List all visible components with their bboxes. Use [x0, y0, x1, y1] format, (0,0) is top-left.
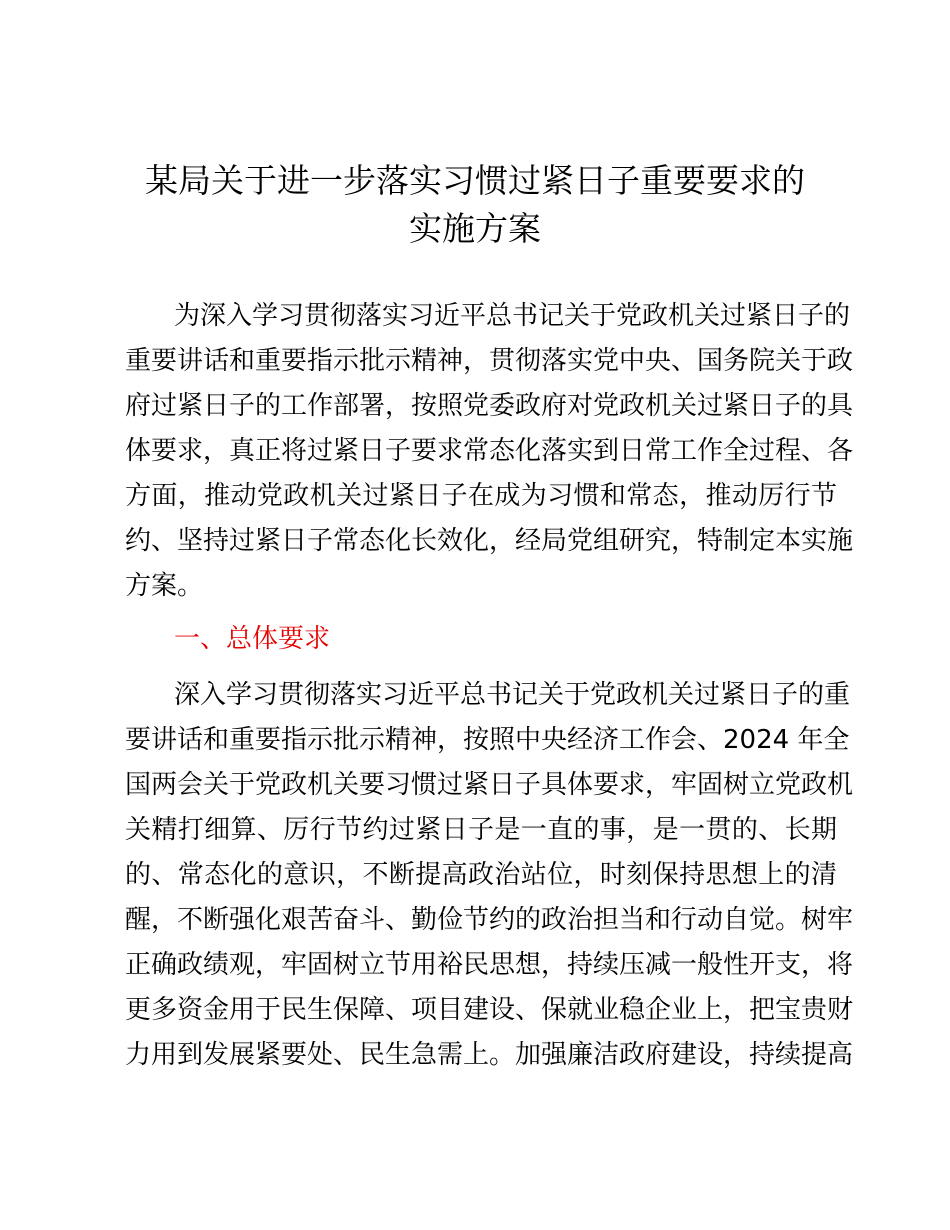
paragraph-line: 更多资金用于民生保障、项目建设、保就业稳企业上，把宝贵财 [125, 995, 854, 1025]
paragraph-line: 国两会关于党政机关要习惯过紧日子具体要求，牢固树立党政机 [125, 770, 854, 800]
document-title-line-1: 某局关于进一步落实习惯过紧日子重要要求的 [145, 161, 805, 200]
paragraph-line: 要讲话和重要指示批示精神，按照中央经济工作会、2024 年全 [125, 725, 850, 755]
paragraph-line: 府过紧日子的工作部署，按照党委政府对党政机关过紧日子的具 [125, 391, 854, 421]
paragraph-line: 约、坚持过紧日子常态化长效化，经局党组研究，特制定本实施 [125, 526, 854, 556]
paragraph-line: 方案。 [125, 571, 204, 601]
section-heading: 一、总体要求 [174, 624, 331, 654]
paragraph-line: 的、常态化的意识，不断提高政治站位，时刻保持思想上的清 [125, 860, 837, 890]
paragraph-line: 正确政绩观，牢固树立节用裕民思想，持续压减一般性开支，将 [125, 950, 854, 980]
document-title-line-2: 实施方案 [409, 209, 541, 248]
paragraph-line: 关精打细算、厉行节约过紧日子是一直的事，是一贯的、长期 [125, 815, 837, 845]
paragraph-line: 醒，不断强化艰苦奋斗、勤俭节约的政治担当和行动自觉。树牢 [125, 905, 854, 935]
paragraph-line: 体要求，真正将过紧日子要求常态化落实到日常工作全过程、各 [125, 436, 854, 466]
paragraph-line: 力用到发展紧要处、民生急需上。加强廉洁政府建设，持续提高 [125, 1040, 854, 1070]
paragraph-line: 深入学习贯彻落实习近平总书记关于党政机关过紧日子的重 [174, 680, 851, 710]
paragraph-line: 方面，推动党政机关过紧日子在成为习惯和常态，推动厉行节 [125, 481, 837, 511]
paragraph-line: 为深入学习贯彻落实习近平总书记关于党政机关过紧日子的 [174, 301, 851, 331]
paragraph-line: 重要讲话和重要指示批示精神，贯彻落实党中央、国务院关于政 [125, 346, 854, 376]
